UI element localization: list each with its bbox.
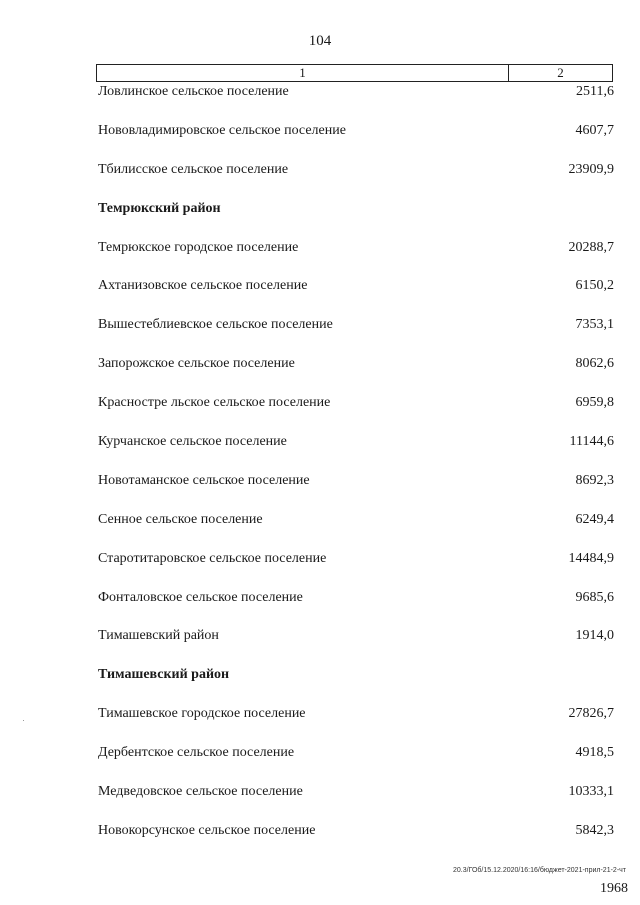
row-name: Медведовское сельское поселение [98, 784, 303, 800]
row-name: Курчанское сельское поселение [98, 434, 287, 450]
table-row [98, 121, 614, 160]
row-value: 14484,9 [568, 550, 614, 566]
table-row [98, 432, 614, 471]
row-value: 1914,0 [575, 628, 614, 644]
table-row [98, 82, 614, 121]
footer-page-number: 1968 [600, 881, 628, 896]
row-name: Старотитаровское сельское поселение [98, 550, 327, 566]
row-name: Ловлинское сельское поселение [98, 84, 289, 99]
page-number: 104 [308, 33, 332, 49]
table-row [98, 782, 614, 821]
row-value: 6150,2 [575, 278, 614, 294]
table-row [98, 510, 614, 549]
row-name: Запорожское сельское поселение [98, 356, 295, 372]
row-value: 5842,3 [575, 822, 614, 838]
row-value: 9685,6 [575, 589, 614, 605]
row-name: Нововладимировское сельское поселение [98, 122, 346, 138]
scan-speck [23, 720, 24, 721]
row-value: 8692,3 [575, 472, 614, 488]
row-value: 20288,7 [568, 239, 614, 255]
district-heading: Тимашевский район [98, 667, 230, 683]
table-row [98, 743, 614, 782]
row-name: Тимашевское городское поселение [98, 706, 306, 722]
table-row [98, 626, 614, 665]
table-row [98, 821, 614, 860]
table-column-header [96, 64, 613, 82]
district-heading-row [98, 199, 614, 238]
row-name: Красностре льское сельское поселение [98, 395, 331, 411]
table-row [98, 160, 614, 199]
row-value: 10333,1 [568, 784, 614, 800]
table-body [98, 82, 614, 860]
row-value: 2511,6 [576, 84, 614, 99]
row-value: 6959,8 [575, 395, 614, 411]
footer-stamp: 20.3/ГОб/15.12.2020/16:16/бюджет-2021-прил-21-2-чт [453, 867, 626, 874]
row-value: 4918,5 [575, 745, 614, 761]
table-row [98, 549, 614, 588]
row-value: 8062,6 [575, 356, 614, 372]
row-value: 6249,4 [575, 511, 614, 527]
row-value: 11144,6 [569, 434, 614, 450]
table-row [98, 276, 614, 315]
row-value: 7353,1 [575, 317, 614, 333]
column-2-header: 2 [557, 65, 564, 80]
row-value: 27826,7 [568, 706, 614, 722]
row-name: Дербентское сельское поселение [98, 745, 295, 761]
table-row [98, 393, 614, 432]
table-row [98, 588, 614, 627]
row-value: 4607,7 [575, 122, 614, 138]
row-value: 23909,9 [568, 161, 614, 177]
row-name: Тимашевский район [98, 628, 219, 644]
row-name: Темрюкское городское поселение [98, 239, 299, 255]
table-row [98, 704, 614, 743]
district-heading-row [98, 665, 614, 704]
column-1-header: 1 [97, 65, 509, 81]
table-row [98, 238, 614, 277]
district-heading: Темрюкский район [98, 200, 221, 216]
table-row [98, 471, 614, 510]
row-name: Новотаманское сельское поселение [98, 472, 310, 488]
row-name: Сенное сельское поселение [98, 511, 263, 527]
table-row [98, 354, 614, 393]
row-name: Новокорсунское сельское поселение [98, 822, 316, 838]
table-row [98, 315, 614, 354]
row-name: Фонталовское сельское поселение [98, 589, 303, 605]
row-name: Тбилисское сельское поселение [98, 161, 289, 177]
row-name: Вышестеблиевское сельское поселение [98, 317, 333, 333]
row-name: Ахтанизовское сельское поселение [98, 278, 308, 294]
